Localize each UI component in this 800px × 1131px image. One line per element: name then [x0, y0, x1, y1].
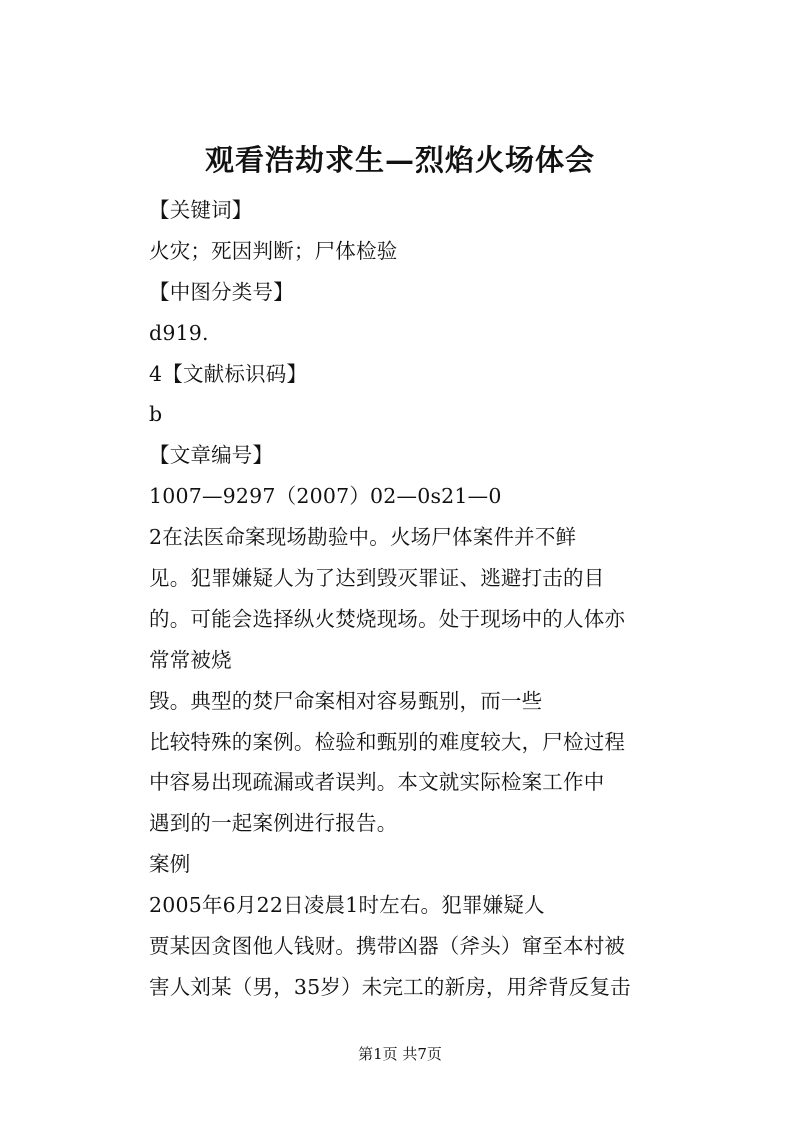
body-line: 【文章编号】: [149, 443, 274, 468]
body-line: 4【文献标识码】: [149, 361, 308, 386]
body-line: 案例: [149, 852, 191, 877]
body-line: 常常被烧: [149, 647, 232, 672]
body-line: 2005年6月22日凌晨1时左右。犯罪嫌疑人: [149, 893, 545, 918]
body-line: d919.: [149, 320, 209, 345]
document-body: [149, 190, 669, 1008]
document-title: 观看浩劫求生—烈焰火场体会: [204, 143, 595, 177]
body-line: 【关键词】: [149, 198, 253, 222]
body-line: 见。犯罪嫌疑人为了达到毁灭罪证、逃避打击的目: [149, 566, 605, 591]
body-line: 贾某因贪图他人钱财。携带凶器（斧头）窜至本村被: [149, 934, 626, 959]
body-line: 比较特殊的案例。检验和甄别的难度较大，尸检过程: [149, 729, 626, 754]
body-line: 【中图分类号】: [149, 279, 294, 304]
body-line: b: [149, 402, 163, 427]
body-line: 遇到的一起案例进行报告。: [149, 811, 398, 836]
page-footer: 第1页 共7页: [358, 1045, 442, 1063]
body-line: 的。可能会选择纵火焚烧现场。处于现场中的人体亦: [149, 606, 626, 631]
body-line: 中容易出现疏漏或者误判。本文就实际检案工作中: [149, 770, 605, 795]
body-line: 1007—9297（2007）02—0s21—0: [149, 484, 502, 509]
body-line: 害人刘某（男，35岁）未完工的新房，用斧背反复击: [149, 974, 631, 999]
body-line: 2在法医命案现场勘验中。火场尸体案件并不鲜: [149, 525, 577, 550]
body-line: 火灾；死因判断；尸体检验: [149, 238, 398, 263]
body-line: 毁。典型的焚尸命案相对容易甄别，而一些: [149, 688, 543, 713]
